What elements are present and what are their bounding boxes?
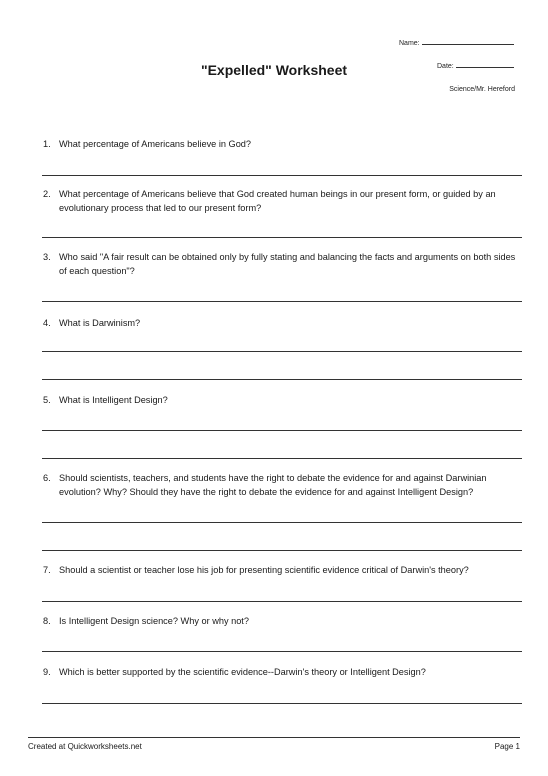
answer-line[interactable] (42, 703, 522, 704)
question-number: 9. (43, 667, 51, 677)
question-number: 7. (43, 565, 51, 575)
question-number: 8. (43, 616, 51, 626)
question-number: 6. (43, 473, 51, 483)
question-2 (43, 187, 521, 215)
question-8 (43, 614, 521, 628)
footer-page-number: Page 1 (494, 742, 520, 751)
question-number: 1. (43, 139, 51, 149)
name-blank[interactable] (422, 44, 514, 45)
question-4 (43, 316, 521, 330)
question-text: Who said "A fair result can be obtained only by fully stating and balancing the facts and arguments on both sides of each question"? (59, 252, 516, 276)
answer-line[interactable] (42, 379, 522, 380)
answer-line[interactable] (42, 351, 522, 352)
page-title: "Expelled" Worksheet (200, 62, 348, 78)
question-text: What is Intelligent Design? (59, 395, 168, 405)
question-text: Is Intelligent Design science? Why or why not? (59, 616, 249, 626)
question-7 (43, 563, 521, 577)
answer-line[interactable] (42, 522, 522, 523)
question-6 (43, 471, 521, 499)
date-label: Date: (437, 63, 454, 70)
question-number: 5. (43, 395, 51, 405)
answer-line[interactable] (42, 550, 522, 551)
question-text: Should a scientist or teacher lose his job for presenting scientific evidence critical of Darwin's theory? (59, 565, 469, 575)
question-9 (43, 665, 521, 679)
answer-line[interactable] (42, 458, 522, 459)
question-5 (43, 393, 521, 407)
footer-divider (28, 737, 520, 738)
question-number: 4. (43, 318, 51, 328)
question-3 (43, 250, 521, 278)
name-field[interactable] (399, 40, 514, 47)
question-1 (43, 137, 521, 151)
footer-source: Created at Quickworksheets.net (28, 742, 142, 751)
question-text: What percentage of Americans believe in God? (59, 139, 252, 149)
question-text: What percentage of Americans believe that God created human beings in our present form, or guided by an evolutionary process that led to our present form? (59, 189, 496, 213)
question-text: Should scientists, teachers, and students have the right to debate the evidence for and against Darwinian evolution? Why? Should they have the right to debate the evidence for and against Intelligent Design? (59, 473, 487, 497)
answer-line[interactable] (42, 651, 522, 652)
question-number: 3. (43, 252, 51, 262)
answer-line[interactable] (42, 301, 522, 302)
answer-line[interactable] (42, 237, 522, 238)
answer-line[interactable] (42, 601, 522, 602)
class-label: Science/Mr. Hereford (449, 86, 515, 93)
question-number: 2. (43, 189, 51, 199)
answer-line[interactable] (42, 175, 522, 176)
question-text: What is Darwinism? (59, 318, 141, 328)
name-label: Name: (399, 40, 420, 47)
answer-line[interactable] (42, 430, 522, 431)
question-text: Which is better supported by the scientific evidence--Darwin's theory or Intelligent Design? (59, 667, 426, 677)
